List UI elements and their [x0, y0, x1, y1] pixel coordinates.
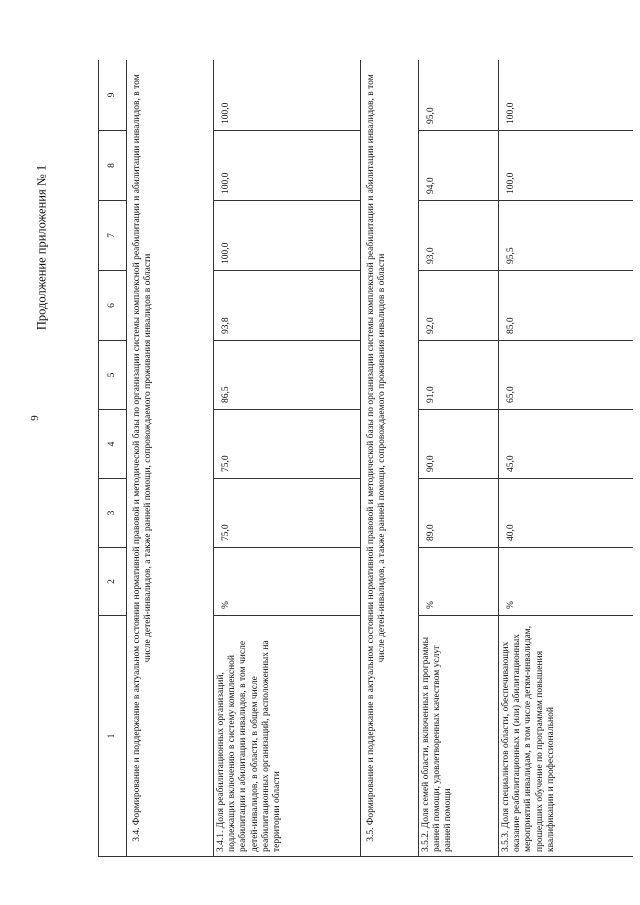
- value-cell: 94,0: [419, 131, 499, 201]
- table-header-row: [99, 60, 127, 857]
- section-row-3-4: [127, 60, 214, 857]
- unit-cell: %: [214, 548, 361, 616]
- value-cell: 45,0: [499, 410, 634, 479]
- value-cell: 100,0: [214, 60, 361, 131]
- value-cell: 100,0: [214, 201, 361, 271]
- indicator-name: 3.5.2. Доля семей области, включенных в программы ранней помощи, удовлетворенных качеством услуг ранней помощи: [419, 616, 499, 857]
- value-cell: 40,0: [499, 479, 634, 548]
- page-number: 9: [28, 415, 41, 421]
- header-cell: 4: [99, 410, 127, 479]
- value-cell: 100,0: [214, 131, 361, 201]
- header-cell: 9: [99, 60, 127, 131]
- value-cell: 100,0: [499, 60, 634, 131]
- table-row: [419, 60, 499, 857]
- value-cell: 93,0: [419, 201, 499, 271]
- value-cell: 65,0: [499, 341, 634, 410]
- section-title: 3.4. Формирование и поддержание в актуальном состоянии нормативной правовой и методической базы по организации системы комплексной реабилитации и абилитации инвалидов, в том числе детей-инвалидов, а также ранней помощи, сопровождаемого проживания инвалидов в области: [127, 60, 214, 857]
- indicator-name: 3.5.3. Доля специалистов области, обеспечивающих оказание реабилитационных и (или) абилитационных мероприятий инвалидам, в том числе детям-инвалидам, прошедших обучение по программам повышения квалификации и профессиональной: [499, 616, 634, 857]
- value-cell: 86,5: [214, 341, 361, 410]
- table-container: [98, 60, 633, 857]
- value-cell: 91,0: [419, 341, 499, 410]
- table-row: [499, 60, 634, 857]
- rotated-table-frame: [98, 60, 633, 857]
- table-row: [214, 60, 361, 857]
- value-cell: 100,0: [499, 131, 634, 201]
- indicator-name: 3.4.1. Доля реабилитационных организаций, подлежащих включению в систему комплексной реабилитации и абилитации инвалидов, в том числе детей-инвалидов, в области, в общем числе реабилитационных организаций, расположенных на территории области: [214, 616, 361, 857]
- header-cell: 5: [99, 341, 127, 410]
- header-cell: 8: [99, 131, 127, 201]
- value-cell: 75,0: [214, 479, 361, 548]
- header-cell: 2: [99, 548, 127, 616]
- section-row-3-5: [361, 60, 419, 857]
- value-cell: 75,0: [214, 410, 361, 479]
- value-cell: 90,0: [419, 410, 499, 479]
- unit-cell: %: [419, 548, 499, 616]
- header-cell: 6: [99, 271, 127, 341]
- indicators-table: [98, 60, 633, 857]
- section-title: 3.5. Формирование и поддержание в актуальном состоянии нормативной правовой и методической базы по организации системы комплексной реабилитации и абилитации инвалидов, в том числе детей-инвалидов, а также ранней помощи, сопровождаемого проживания инвалидов в области: [361, 60, 419, 857]
- header-cell: 1: [99, 616, 127, 857]
- value-cell: 95,5: [499, 201, 634, 271]
- header-cell: 7: [99, 201, 127, 271]
- value-cell: 93,8: [214, 271, 361, 341]
- value-cell: 85,0: [499, 271, 634, 341]
- value-cell: 89,0: [419, 479, 499, 548]
- value-cell: 92,0: [419, 271, 499, 341]
- value-cell: 95,0: [419, 60, 499, 131]
- unit-cell: %: [499, 548, 634, 616]
- appendix-title: Продолжение приложения № 1: [34, 164, 49, 331]
- header-cell: 3: [99, 479, 127, 548]
